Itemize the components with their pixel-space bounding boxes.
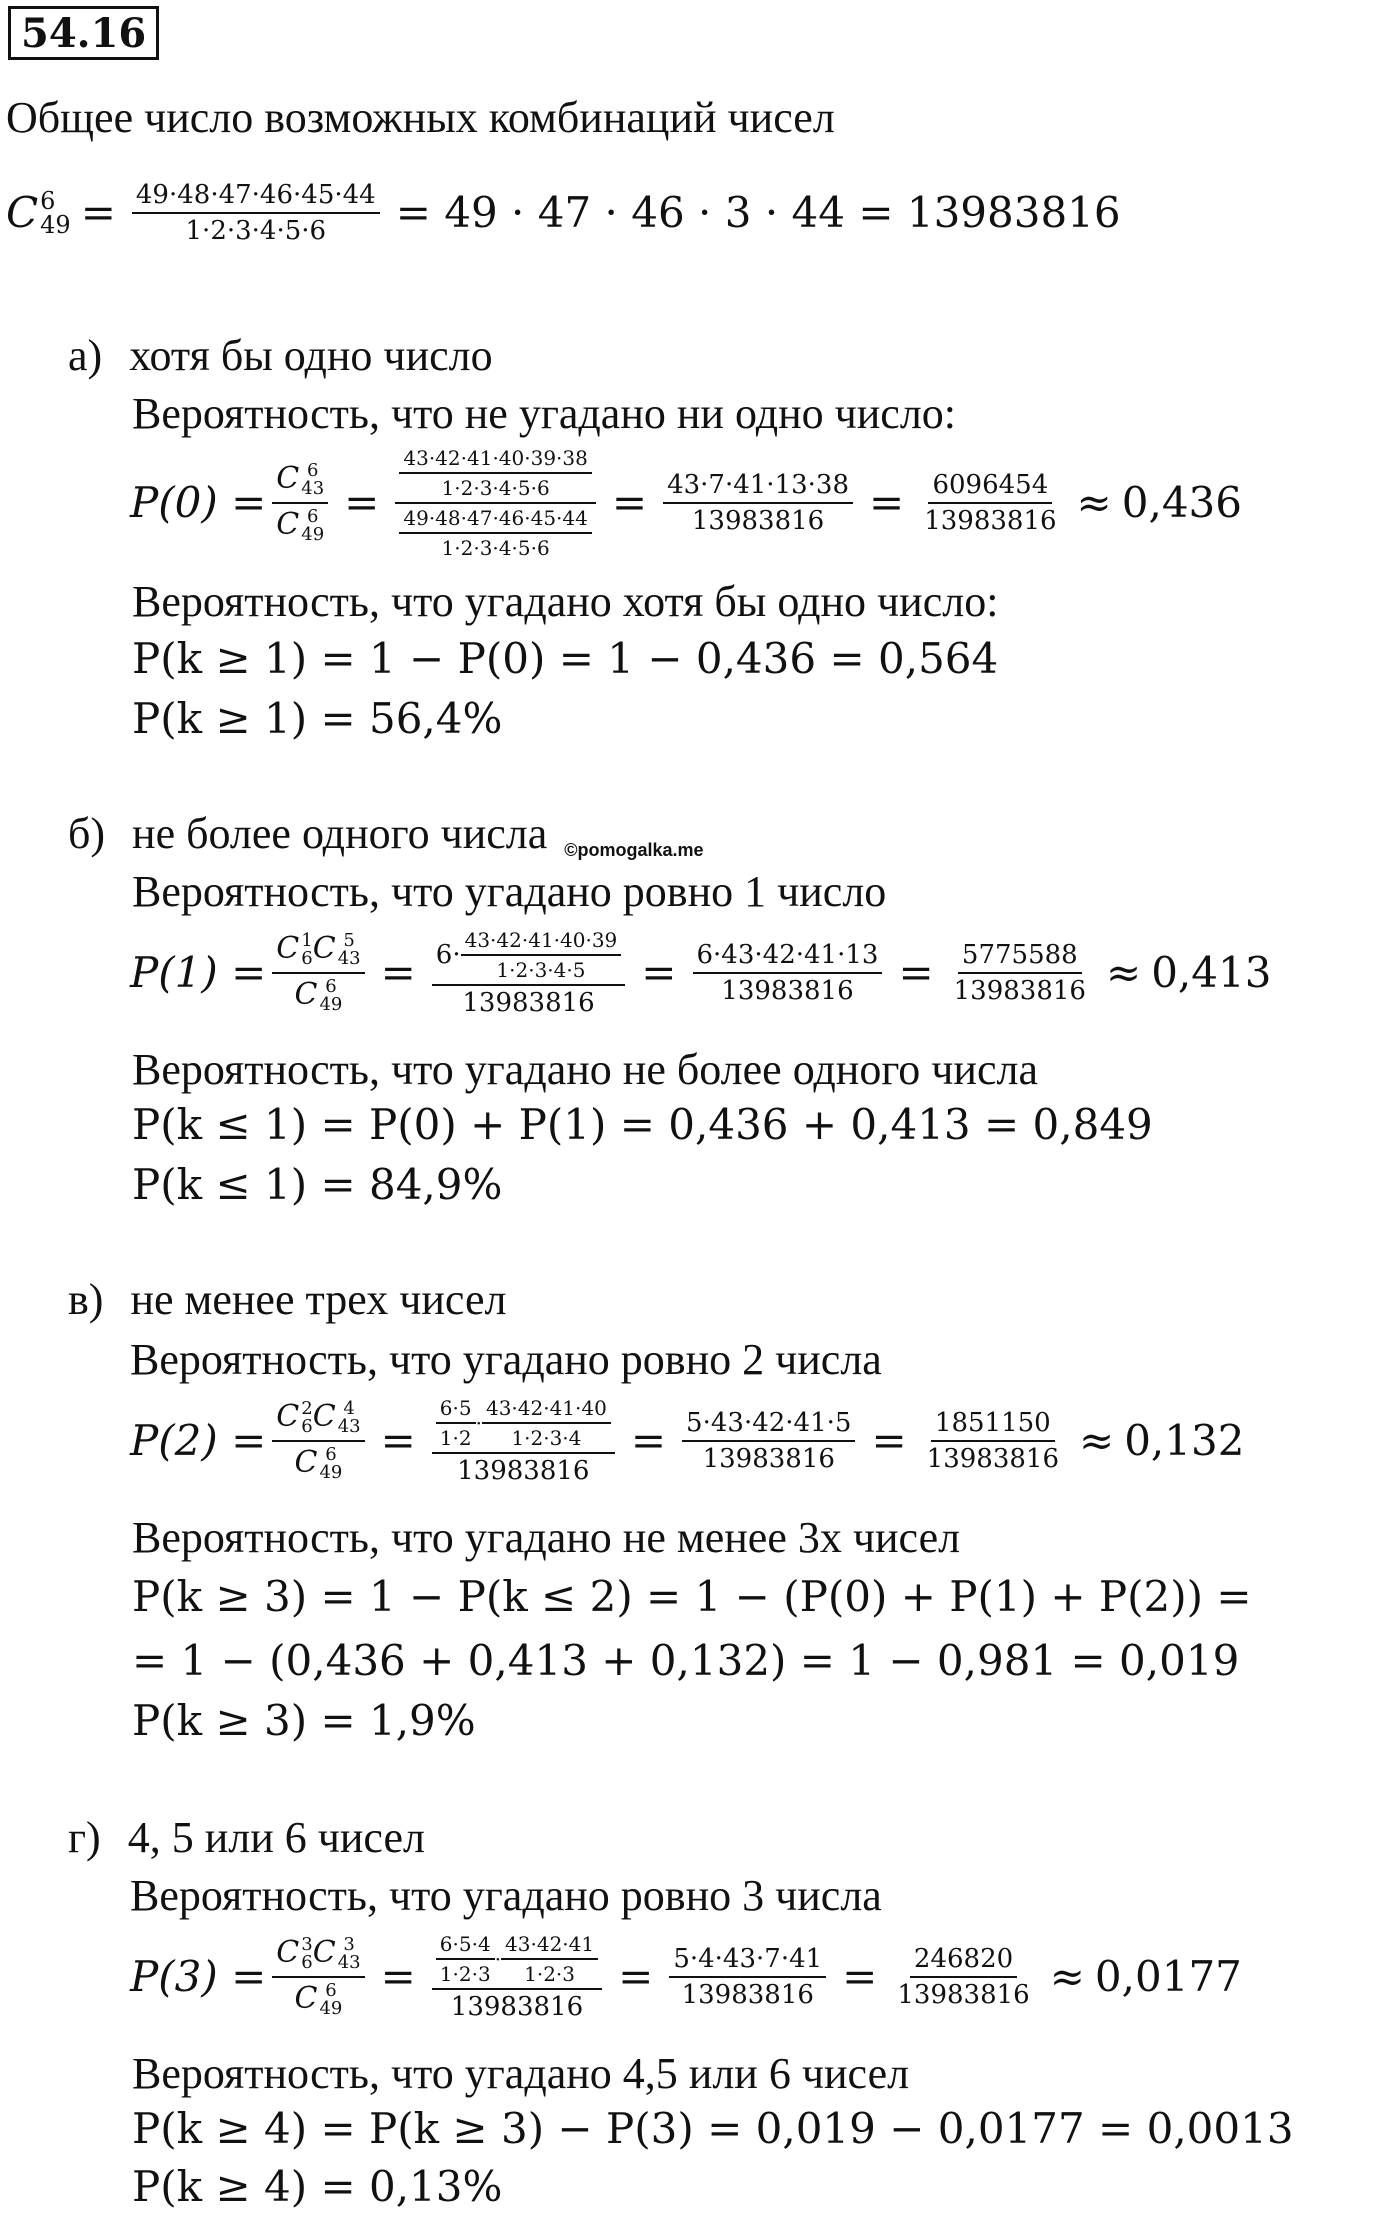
- part-c-formula: P(2) = C 2 6 C 4 43 C 6 49 = $\frac{6\cdot 5}{1\cdot 2}$ · $\frac{43\cdot 42\cdot 41\cdot 40}{1\cdot 2\cdot 3\cdot 4}$ 13983816 = $\frac{5\cdot 43\cdot 42\cdot 41\cdot 5}{13983816}$ = $\frac{1851150}{13983816}$ ≈ 0,132: [130, 1396, 1245, 1486]
- probability-lhs: P(3) =: [130, 1952, 267, 2001]
- part-b-eq1: P(k ≤ 1) = P(0) + P(1) = 0,436 + 0,413 = 0,849: [132, 1100, 1153, 1149]
- probability-lhs: P(1) =: [130, 948, 267, 997]
- part-marker: в): [68, 1275, 104, 1324]
- approx-value: 0,436: [1121, 478, 1242, 527]
- approx-value: 0,132: [1124, 1416, 1245, 1465]
- part-marker: г): [68, 1813, 101, 1862]
- fraction-numerator: 49·48·47·46·45·44: [132, 182, 380, 214]
- part-a-eq1: P(k ≥ 1) = 1 − P(0) = 1 − 0,436 = 0,564: [132, 634, 999, 683]
- part-c-line1: Вероятность, что угадано ровно 2 числа: [130, 1335, 882, 1384]
- approx-sign: ≈: [1105, 948, 1142, 997]
- fraction-denominator: 1·2·3·4·5·6: [185, 216, 327, 246]
- part-a-line2: Вероятность, что угадано хотя бы одно число:: [132, 577, 999, 626]
- part-c-eq2: P(k ≥ 3) = 1,9%: [132, 1696, 476, 1745]
- part-a-formula: P(0) = C 6 43 C 6 49 = $\frac{\frac{43\cdot 42\cdot 41\cdot 40\cdot 39\cdot 38}{1\cdot 2\cdot 3\cdot 4\cdot 5\cdot 6}}{\frac{49\cdot 48\cdot 47\cdot 46\cdot 45\cdot 44}{1\cdot 2\cdot 3\cdot 4\cdot 5\cdot 6}}$ = $\frac{43\cdot 7\cdot 41\cdot 13\cdot 38}{13983816}$ = $\frac{6096454}{13983816}$ ≈ 0,436: [130, 446, 1242, 560]
- total-fraction: [132, 182, 380, 244]
- part-d-eq1: P(k ≥ 4) = P(k ≥ 3) − P(3) = 0,019 − 0,0177 = 0,0013: [132, 2104, 1294, 2153]
- probability-lhs: P(2) =: [130, 1416, 267, 1465]
- part-marker: б): [68, 809, 106, 858]
- part-d-eq2: P(k ≥ 4) = 0,13%: [132, 2162, 503, 2211]
- intro-text: Общее число возможных комбинаций чисел: [6, 93, 835, 142]
- part-label: 4, 5 или 6 чисел: [127, 1813, 425, 1862]
- part-marker: а): [68, 331, 103, 380]
- part-b-line2: Вероятность, что угадано не более одного числа: [132, 1045, 1038, 1094]
- part-a-eq2: P(k ≥ 1) = 56,4%: [132, 694, 503, 743]
- c-sub: 49: [40, 211, 71, 239]
- part-b-formula: P(1) = C 1 6 C 5 43 C 6 49 = 6· $\frac{43\cdot 42\cdot 41\cdot 40\cdot 39}{1\cdot 2\cdot 3\cdot 4\cdot 5}$ 13983816 = $\frac{6\cdot 43\cdot 42\cdot 41\cdot 13}{13983816}$ = $\frac{5775588}{13983816}$ ≈ 0,413: [130, 928, 1272, 1018]
- equals-sign: =: [80, 188, 116, 237]
- part-label: хотя бы одно число: [129, 331, 493, 380]
- approx-sign: ≈: [1079, 1416, 1115, 1465]
- part-d-line2: Вероятность, что угадано 4,5 или 6 чисел: [132, 2049, 910, 2098]
- part-c-eq1b: = 1 − (0,436 + 0,413 + 0,132) = 1 − 0,981 = 0,019: [132, 1636, 1240, 1685]
- c-ratio: C 3 6 C 3 43 C 6 49: [272, 1936, 364, 2018]
- approx-value: 0,413: [1151, 948, 1272, 997]
- nested-fraction: $\frac{\frac{43\cdot 42\cdot 41\cdot 40\cdot 39\cdot 38}{1\cdot 2\cdot 3\cdot 4\cdot 5\cdot 6}}{\frac{49\cdot 48\cdot 47\cdot 46\cdot 45\cdot 44}{1\cdot 2\cdot 3\cdot 4\cdot 5\cdot 6}}$: [395, 448, 595, 558]
- probability-lhs: P(0) =: [130, 478, 267, 527]
- total-formula: [6, 168, 1131, 258]
- part-d-formula: P(3) = C 3 6 C 3 43 C 6 49 = $\frac{6\cdot 5\cdot 4}{1\cdot 2\cdot 3}$ · $\frac{43\cdot 42\cdot 41}{1\cdot 2\cdot 3}$ 13983816 = $\frac{5\cdot 4\cdot 43\cdot 7\cdot 41}{13983816}$ = $\frac{246820}{13983816}$ ≈ 0,0177: [130, 1932, 1242, 2022]
- watermark: ©pomogalka.me: [564, 840, 704, 860]
- part-a-line1: Вероятность, что не угадано ни одно число:: [132, 389, 957, 438]
- part-b-heading: [68, 809, 704, 860]
- part-b-line1: Вероятность, что угадано ровно 1 число: [132, 867, 887, 916]
- part-c-eq1: P(k ≥ 3) = 1 − P(k ≤ 2) = 1 − (P(0) + P(1) + P(2)) =: [132, 1572, 1252, 1621]
- c-ratio: C 6 43 C 6 49: [272, 462, 328, 544]
- c-ratio: C 1 6 C 5 43 C 6 49: [272, 932, 364, 1014]
- part-label: не более одного числа: [132, 809, 548, 858]
- part-c-line2: Вероятность, что угадано не менее 3х чисел: [132, 1513, 961, 1562]
- total-result: = 49 · 47 · 46 · 3 · 44 = 13983816: [395, 188, 1121, 237]
- c-ratio: C 2 6 C 4 43 C 6 49: [272, 1400, 364, 1482]
- part-d-heading: [68, 1813, 425, 1862]
- problem-number: 54.16: [8, 6, 159, 60]
- part-c-heading: [68, 1275, 507, 1324]
- c-sup: 6: [40, 187, 56, 215]
- approx-sign: ≈: [1076, 478, 1112, 527]
- part-d-line1: Вероятность, что угадано ровно 3 числа: [130, 1871, 882, 1920]
- c-symbol: C: [6, 188, 39, 237]
- approx-sign: ≈: [1049, 1952, 1085, 2001]
- approx-value: 0,0177: [1094, 1952, 1242, 2001]
- part-b-eq2: P(k ≤ 1) = 84,9%: [132, 1160, 503, 1209]
- part-label: не менее трех чисел: [130, 1275, 507, 1324]
- part-a-heading: [68, 331, 493, 380]
